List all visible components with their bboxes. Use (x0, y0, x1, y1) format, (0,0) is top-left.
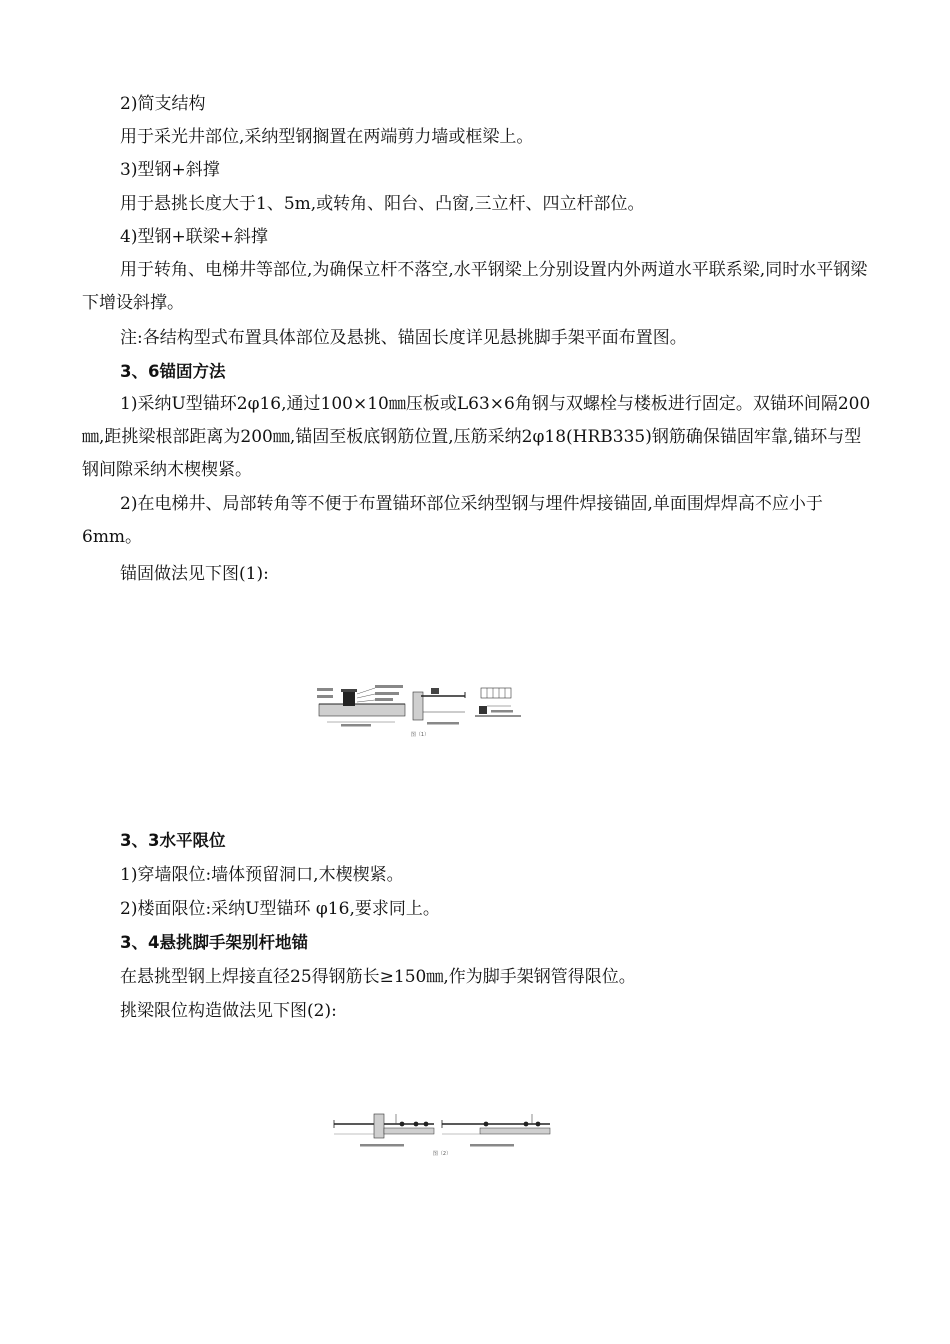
heading-anchoring-method: 3、6锚固方法 (120, 362, 226, 381)
para-floor-restraint: 2)楼面限位:采纳U型锚环 φ16,要求同上。 (120, 899, 440, 919)
para-rebar-restraint: 在悬挑型钢上焊接直径25得钢筋长≥150㎜,作为脚手架钢管得限位。 (120, 967, 636, 987)
figure-2 (330, 1108, 555, 1158)
para-wall-restraint: 1)穿墙限位:墙体预留洞口,木楔楔紧。 (120, 865, 404, 885)
para-lightwell: 用于采光井部位,采纳型钢搁置在两端剪力墙或框梁上。 (120, 127, 534, 147)
heading-horizontal-restraint: 3、3水平限位 (120, 831, 226, 850)
para-elevator-shaft: 用于转角、电梯井等部位,为确保立杆不落空,水平钢梁上分别设置内外两道水平联系梁,同时水平钢梁下增设斜撑。 (82, 260, 868, 313)
para-note: 注:各结构型式布置具体部位及悬挑、锚固长度详见悬挑脚手架平面布置图。 (120, 328, 687, 348)
figure-1 (315, 682, 525, 738)
para-steel-tie-brace: 4)型钢+联梁+斜撑 (120, 227, 268, 247)
para-fig1-ref: 锚固做法见下图(1): (120, 564, 269, 584)
para-simply-supported: 2)简支结构 (120, 94, 206, 114)
figure-1-caption: 图（1） (410, 732, 430, 738)
heading-ground-anchor: 3、4悬挑脚手架别杆地锚 (120, 933, 308, 952)
para-steel-brace: 3)型钢+斜撑 (120, 160, 220, 180)
para-weld-anchor: 2)在电梯井、局部转角等不便于布置锚环部位采纳型钢与埋件焊接锚固,单面围焊焊高不应小于6mm。 (82, 494, 823, 547)
para-u-anchor: 1)采纳U型锚环2φ16,通过100×10㎜压板或L63×6角钢与双螺栓与楼板进行固定。双锚环间隔200㎜,距挑梁根部距离为200㎜,锚固至板底钢筋位置,压筋采纳2φ18(HRB335)钢筋确保锚固牢靠,锚环与型钢间隙采纳木楔楔紧。 (82, 394, 871, 480)
para-cantilever-length: 用于悬挑长度大于1、5m,或转角、阳台、凸窗,三立杆、四立杆部位。 (120, 194, 645, 214)
para-fig2-ref: 挑梁限位构造做法见下图(2): (120, 1001, 337, 1021)
figure-2-caption: 图（2） (432, 1151, 452, 1157)
anchoring-diagram (315, 682, 525, 738)
restraint-diagram (330, 1108, 555, 1158)
